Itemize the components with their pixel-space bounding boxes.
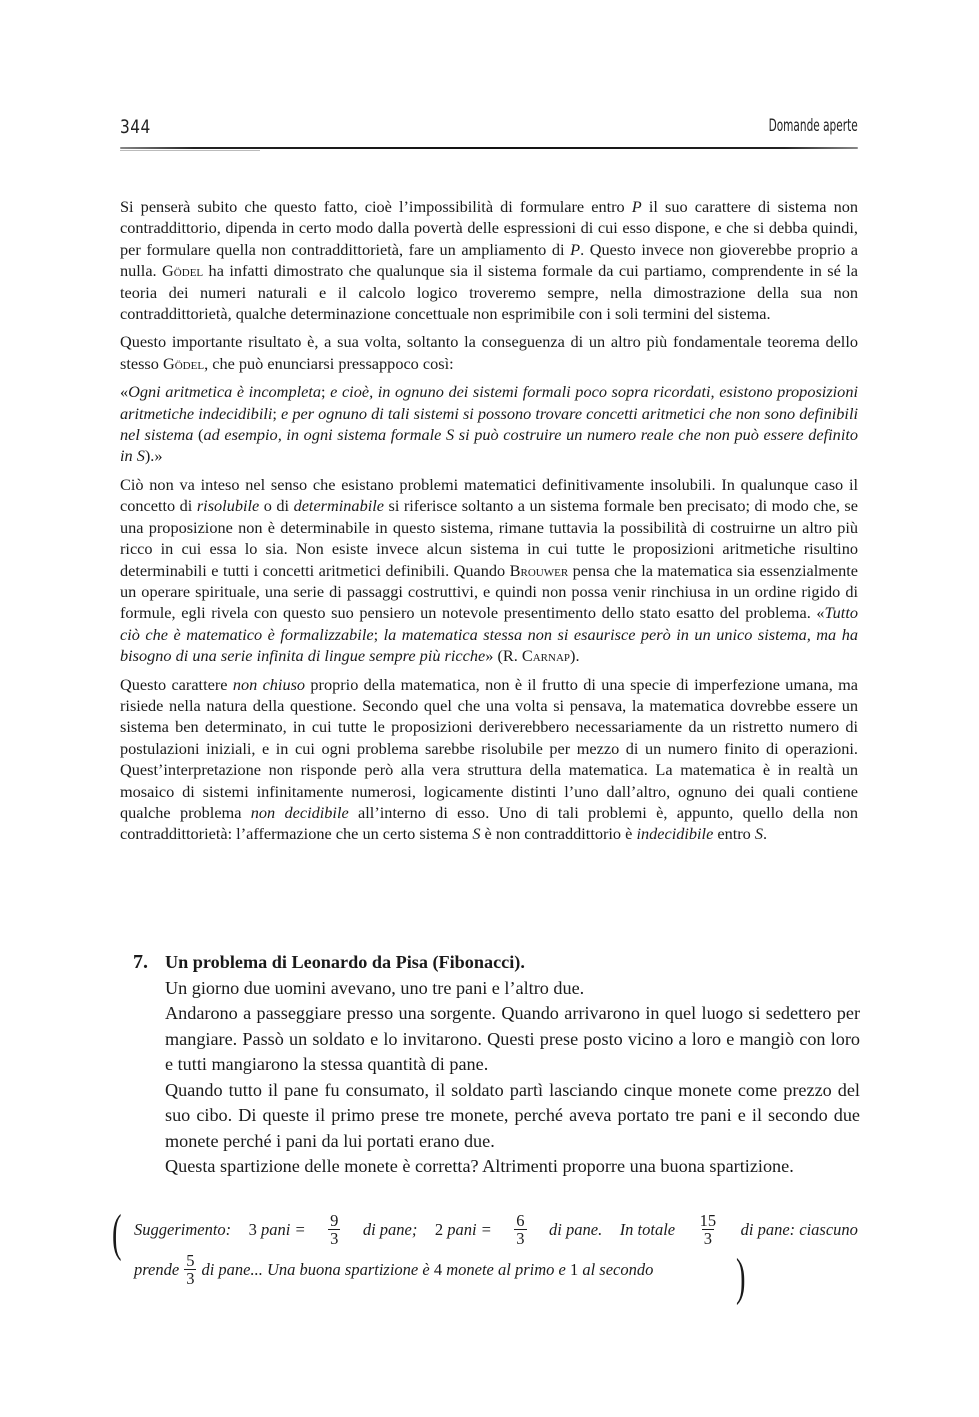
running-title: Domande aperte	[768, 116, 858, 136]
hint-block	[112, 1205, 872, 1306]
fraction-15-3	[698, 1212, 719, 1247]
denominator: 3	[330, 1229, 339, 1248]
number: 4	[433, 1259, 443, 1279]
paragraph-5	[120, 674, 858, 845]
text: In totale	[619, 1219, 676, 1239]
right-parenthesis: )	[736, 1249, 746, 1306]
text: entro	[713, 824, 755, 844]
exercise-number: 7.	[133, 951, 148, 973]
text: all’interno di esso. Uno di tali problemi è, appunto, quello della non contraddittorietà: l’affermazione che un certo sistema	[120, 802, 859, 844]
paragraph-4	[120, 474, 858, 667]
text: ha infatti dimostrato che qualunque sia il sistema formale da cui partiamo, comprendente in sé la teoria dei numeri naturali e il calcolo logico troveremo sempre, nella dimostrazione della sua non contraddittorietà, qualche determinazione concettuale non esprimibile con i soli termini del sistema.	[120, 261, 858, 324]
left-parenthesis: (	[112, 1205, 122, 1262]
author-name: Gödel	[162, 261, 204, 281]
math-var: P	[570, 239, 581, 259]
italic-text: Tutto ciò che è matematico è formalizzabile	[120, 603, 858, 644]
numerator: 5	[186, 1251, 195, 1270]
italic-text: non decidibile	[250, 802, 349, 822]
italic-text: la matematica stessa non si esaurisce però in un unico sistema, ma ha bisogno di una serie infinita di lingue sempre più ricche	[120, 624, 858, 666]
author-name: Brouwer	[509, 560, 569, 580]
exercise-line: Un giorno due uomini avevano, uno tre pani e l’altro due.	[165, 977, 585, 998]
page-number: 344	[120, 116, 151, 138]
exercise-7	[133, 950, 860, 1180]
text: . Questo invece non gioverebbe proprio a nulla.	[120, 239, 858, 281]
text: il suo carattere di sistema non contraddittorio, dipenda in certo modo dalla povertà delle espressioni di cui esso dispone, e che si debba quindi, per formulare quella non contraddittorietà, fare un ampliamento di	[120, 197, 859, 259]
denominator: 3	[516, 1229, 525, 1248]
paragraph-2	[120, 331, 858, 374]
text: Ciò non va inteso nel senso che esistano problemi matematici definitivamente insolubili. In qualunque caso il concetto di	[120, 474, 858, 516]
math-var: P	[631, 197, 642, 216]
paragraph-3-quote	[120, 381, 858, 467]
numerator: 6	[516, 1211, 525, 1230]
text: pani =	[261, 1219, 306, 1239]
italic-text: indecidibile	[636, 824, 714, 844]
text: Questo carattere	[120, 674, 233, 694]
text: ).	[570, 646, 580, 666]
text: di pane: ciascuno	[740, 1219, 858, 1239]
hint-label: Suggerimento	[134, 1219, 226, 1239]
text: ;	[321, 382, 331, 402]
italic-text: risolubile	[196, 496, 260, 516]
text: ;	[272, 403, 282, 423]
text: si riferisce soltanto a un sistema formale ben precisato; di modo che, se una proposizione non è determinabile in questo sistema, rimane tuttavia la possibilità di costruirne un altro più ricco in cui essa lo sia. Non esiste invece alcun sistema in cui tutte le proposizioni aritmetiche risultino determinabili e tutti i concetti aritmetici definibili. Quando	[120, 496, 858, 580]
text: Si penserà subito che questo fatto, cioè l’impossibilità di formulare entro	[120, 197, 632, 216]
text: «	[120, 382, 129, 402]
text: (	[193, 425, 204, 445]
fraction-9-3	[328, 1212, 340, 1247]
text: proprio della matematica, non è il frutto di una specie di imperfezione umana, ma risiede nella natura della questione. Secondo quel che una volta si pensava, la matematica dovrebbe essere un sistema ben determinato, in cui tutte le proposizioni deriverebbero necessariamente da un ristretto numero di postulazioni iniziali, e in cui ogni problema sarebbe risolubile per mezzo di un numero finito di operazioni. Quest’interpretazione non risponde però alla vera struttura della matematica. La matematica è in realtà un mosaico di sistemi infinitamente numerosi, logicamente distinti l’uno dall’altro, ognuno dei quali contiene qualche problema	[120, 674, 858, 822]
text: di pane.	[549, 1219, 603, 1239]
author-name: Carnap	[521, 646, 571, 666]
exercise-line: Andarono a passeggiare presso una sorgente. Quando arrivarono in quel luogo si sedettero per mangiare. Passò un soldato e lo invitarono. Questi prese posto vicino a loro e mangiò con loro e tutti mangiarono la stessa quantità di pane.	[165, 1003, 860, 1074]
text: pensa che la matematica sia essenzialmente un operare spirituale, una serie di passaggi costruttivi, e quindi non possa venir rinchiusa in un ordine rigido di formule, egli rivela con questo suo pensiero un notevole presentimento dello stato esatto del problema. «	[120, 560, 858, 623]
header-rule	[120, 147, 858, 149]
math-var: S	[754, 824, 764, 844]
italic-text: determinabile	[293, 496, 384, 516]
numerator: 9	[330, 1211, 339, 1230]
italic-text: Ogni aritmetica è incompleta	[128, 382, 321, 402]
paragraph-1	[120, 196, 858, 324]
text: .	[763, 824, 768, 844]
denominator: 3	[186, 1269, 195, 1288]
fraction-6-3	[514, 1212, 526, 1247]
italic-text: ad esempio, in ogni sistema formale S si può costruire un numero reale che non può essere definito in S	[120, 425, 859, 466]
exercise-line: Quando tutto il pane fu consumato, il soldato partì lasciando cinque monete come prezzo del suo cibo. Di queste il primo prese tre monete, perché aveva portato tre pani e il secondo due monete perché i pani da lui portati erano due.	[165, 1079, 860, 1151]
text: di pane;	[362, 1219, 418, 1239]
exercise-line: Questa spartizione delle monete è corretta? Altrimenti proporre una buona spartizione.	[165, 1156, 794, 1176]
italic-text: e cioè, in ognuno dei sistemi formali poco sopra ricordati, esistono proposizioni aritmetiche indecidibili	[120, 382, 858, 423]
page-header	[120, 116, 858, 146]
exercise-title: Un problema di Leonardo da Pisa (Fibonacci).	[165, 952, 525, 972]
text: al secondo	[582, 1259, 654, 1279]
text: Questo importante risultato è, a sua volta, soltanto la conseguenza di un altro più fondamentale teorema dello stesso	[120, 332, 858, 373]
text: , che può enunciarsi pressappoco così:	[204, 353, 454, 373]
text: » (R.	[485, 646, 522, 666]
text: prende	[134, 1259, 180, 1279]
header-rule-shadow	[120, 150, 260, 151]
italic-text: e per ognuno di tali sistemi si possono trovare concetti aritmetici che non sono definibili nel sistema	[120, 403, 859, 445]
text: monete al primo e	[446, 1259, 566, 1279]
number: 2	[434, 1219, 444, 1239]
text: pani =	[447, 1219, 492, 1239]
numerator: 15	[699, 1211, 717, 1230]
text: ).»	[144, 446, 163, 466]
text: ;	[373, 624, 384, 644]
text: o di	[259, 496, 294, 516]
hint-line-1	[134, 1212, 858, 1247]
number: 3	[248, 1219, 257, 1239]
fraction-5-3	[184, 1252, 196, 1287]
text: di pane... Una buona spartizione è	[201, 1259, 430, 1279]
body-text	[120, 196, 858, 852]
number: 1	[569, 1259, 579, 1279]
author-name: Gödel	[162, 353, 205, 373]
text: è non contraddittorio è	[480, 824, 637, 844]
exercise-body	[165, 950, 860, 1180]
hint-line-2	[134, 1252, 653, 1287]
denominator: 3	[703, 1229, 712, 1248]
italic-text: non chiuso	[232, 674, 306, 694]
math-var: S	[472, 824, 481, 844]
text: :	[225, 1219, 232, 1239]
